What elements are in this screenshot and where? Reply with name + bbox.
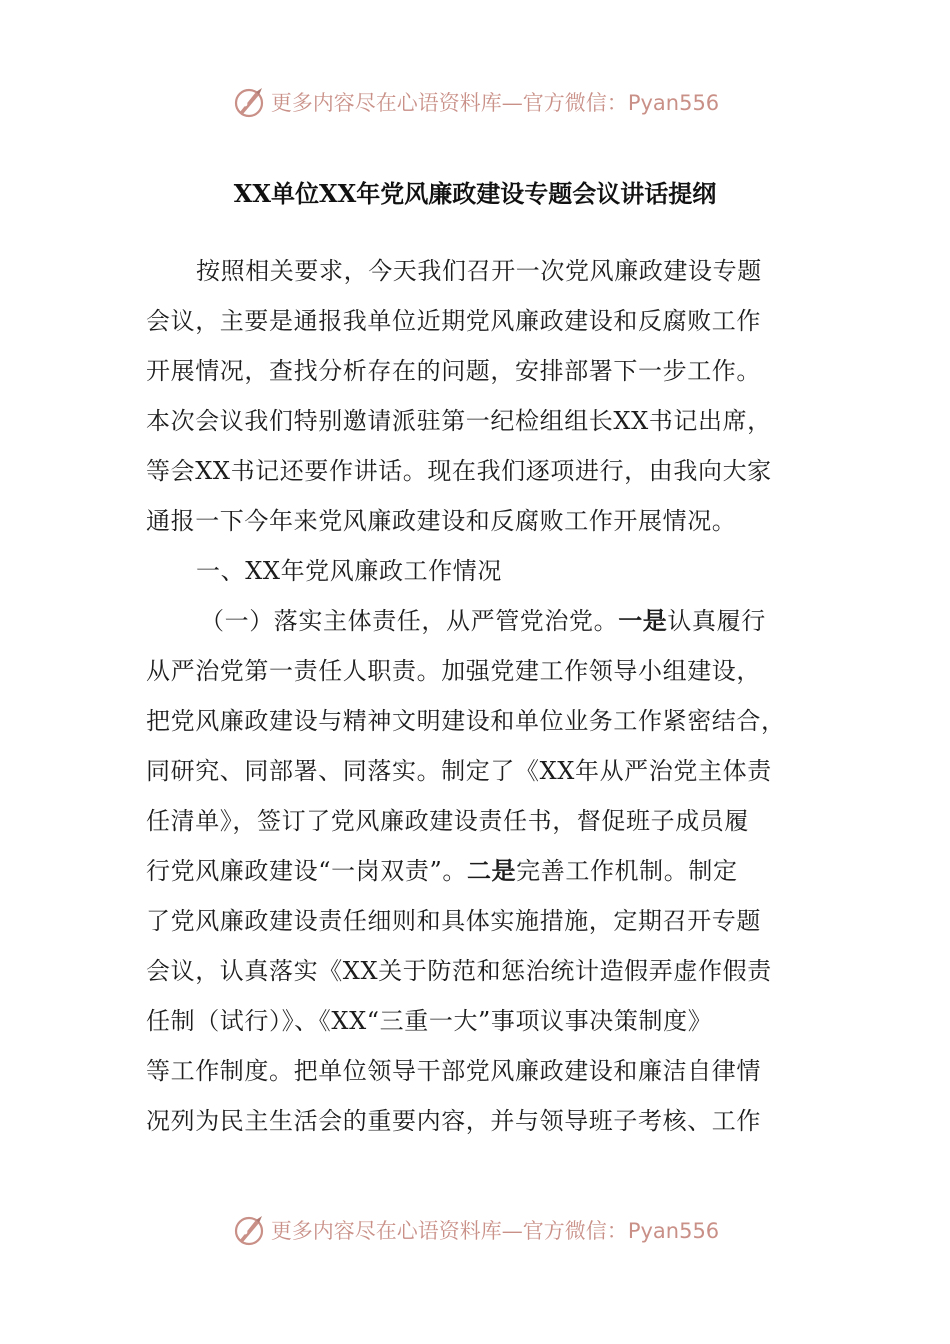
text-line: [146, 246, 806, 296]
quill-pen-logo-icon: [231, 84, 267, 120]
text-segment: 开展情况，查找分析存在的问题，安排部署下一步工作。: [146, 357, 761, 385]
text-segment: 等工作制度。把单位领导干部党风廉政建设和廉洁自律情: [146, 1057, 761, 1085]
text-segment: 按照相关要求，今天我们召开一次党风廉政建设专题: [196, 257, 762, 285]
text-line: [146, 1046, 806, 1096]
watermark-text: [271, 1215, 719, 1245]
text-segment: 本次会议我们特别邀请派驻第一纪检组组长XX书记出席，: [146, 407, 772, 435]
text-line: [146, 296, 806, 346]
text-segment: 会议，主要是通报我单位近期党风廉政建设和反腐败工作: [146, 307, 761, 335]
text-line: [146, 596, 806, 646]
emphasis-text: 一是: [618, 606, 668, 635]
text-segment: 完善工作机制。制定: [516, 857, 738, 885]
quill-pen-logo-icon: [231, 1212, 267, 1248]
text-line: [146, 946, 806, 996]
text-line: [146, 696, 806, 746]
text-line: [146, 746, 806, 796]
text-segment: 等会XX书记还要作讲话。现在我们逐项进行，由我向大家: [146, 457, 772, 485]
text-segment: 从严治党第一责任人职责。加强党建工作领导小组建设，: [146, 657, 761, 685]
text-segment: 了党风廉政建设责任细则和具体实施措施，定期召开专题: [146, 907, 761, 935]
text-segment: 任清单》，签订了党风廉政建设责任书，督促班子成员履: [146, 807, 749, 835]
watermark-handle: Pyan556: [627, 1219, 720, 1243]
document-body: [146, 246, 806, 1146]
text-line: [146, 1096, 806, 1146]
text-segment: 一、XX年党风廉政工作情况: [196, 557, 502, 585]
emphasis-text: 二是: [466, 856, 517, 885]
text-segment: （一）落实主体责任，从严管党治党。: [200, 607, 619, 635]
text-line: [146, 646, 806, 696]
watermark-banner-bottom: [0, 1208, 950, 1252]
text-segment: 同研究、同部署、同落实。制定了《XX年从严治党主体责: [146, 757, 772, 785]
text-line: [146, 796, 806, 846]
text-line: [146, 846, 806, 896]
text-line: [146, 346, 806, 396]
document-title: XX单位XX年党风廉政建设专题会议讲话提纲: [233, 179, 717, 208]
watermark-label: 更多内容尽在心语资料库—官方微信：: [270, 1219, 628, 1243]
text-segment: 会议，认真落实《XX关于防范和惩治统计造假弄虚作假责: [146, 957, 772, 985]
watermark-handle: Pyan556: [627, 91, 720, 115]
text-line: [146, 396, 806, 446]
text-segment: 通报一下今年来党风廉政建设和反腐败工作开展情况。: [146, 507, 737, 535]
text-line: [146, 546, 806, 596]
watermark-banner-top: [0, 80, 950, 124]
text-line: [146, 996, 806, 1046]
text-line: [146, 896, 806, 946]
watermark-text: [271, 87, 719, 117]
text-line: [146, 496, 806, 546]
text-segment: 把党风廉政建设与精神文明建设和单位业务工作紧密结合，: [146, 707, 786, 735]
watermark-label: 更多内容尽在心语资料库—官方微信：: [270, 91, 628, 115]
text-segment: 况列为民主生活会的重要内容，并与领导班子考核、工作: [146, 1107, 761, 1135]
text-segment: 任制（试行）》、《XX“三重一大”事项议事决策制度》: [146, 1007, 713, 1035]
text-segment: 行党风廉政建设“一岗双责”。: [146, 857, 467, 885]
text-segment: 认真履行: [667, 607, 766, 635]
text-line: [146, 446, 806, 496]
